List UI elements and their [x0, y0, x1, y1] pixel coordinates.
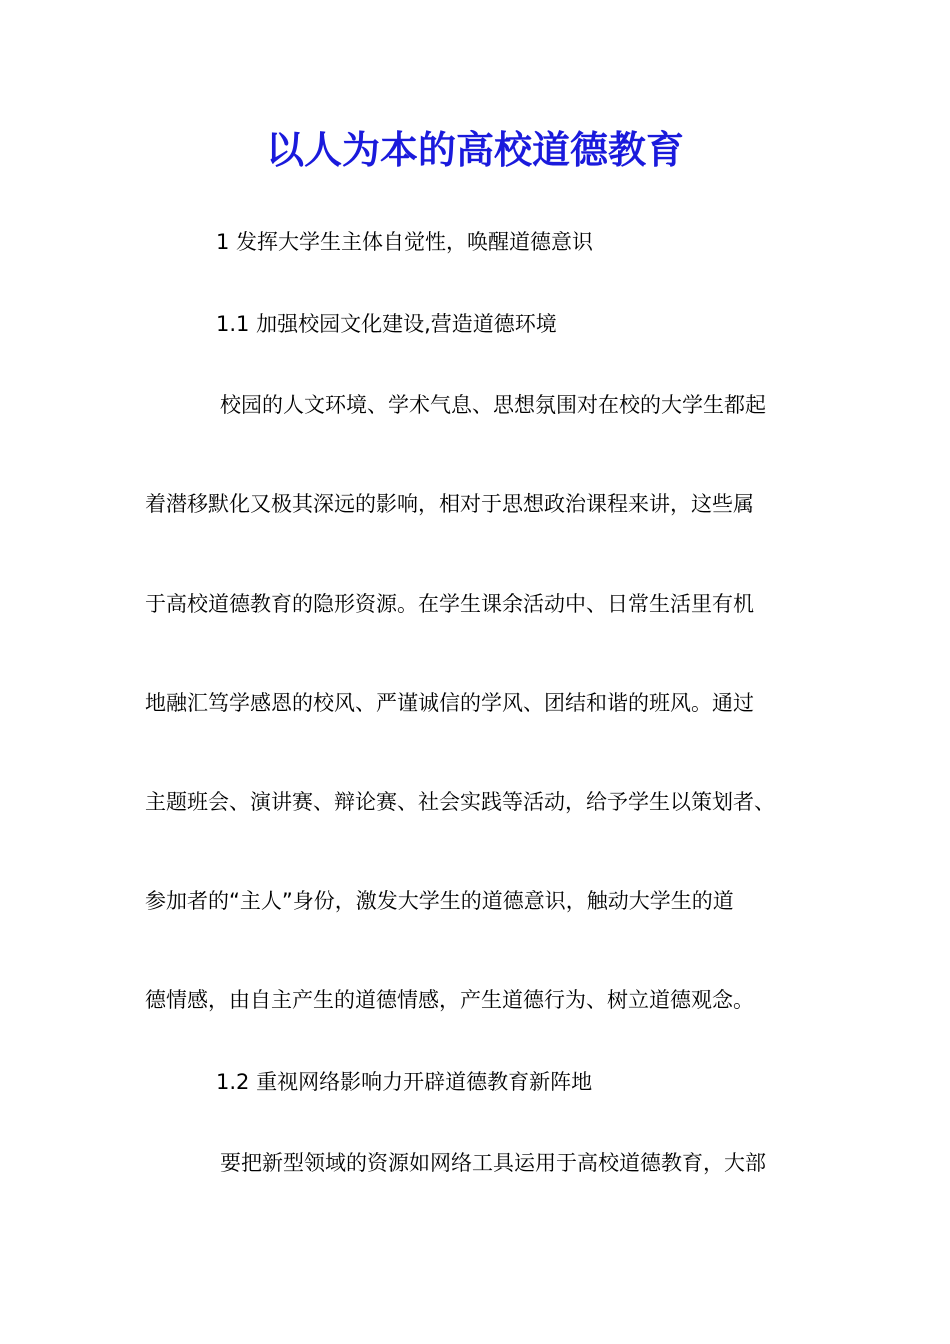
section-heading-1-2: 1.2 重视网络影响力开辟道德教育新阵地: [216, 1070, 593, 1094]
paragraph-line: 于高校道德教育的隐形资源。在学生课余活动中、日常生活里有机: [145, 592, 754, 616]
paragraph-line: 校园的人文环境、学术气息、思想氛围对在校的大学生都起: [220, 393, 766, 417]
paragraph-line: 地融汇笃学感恩的校风、严谨诚信的学风、团结和谐的班风。通过: [145, 691, 754, 715]
paragraph-line: 德情感，由自主产生的道德情感，产生道德行为、树立道德观念。: [145, 988, 754, 1012]
document-title: 以人为本的高校道德教育: [265, 127, 684, 172]
paragraph-line: 要把新型领域的资源如网络工具运用于高校道德教育，大部: [220, 1151, 766, 1175]
section-heading-1-1: 1.1 加强校园文化建设,营造道德环境: [216, 312, 557, 336]
paragraph-line: 着潜移默化又极其深远的影响，相对于思想政治课程来讲，这些属: [145, 492, 754, 516]
paragraph-line: 主题班会、演讲赛、辩论赛、社会实践等活动，给予学生以策划者、: [145, 790, 775, 814]
paragraph-line: 参加者的“主人”身份，激发大学生的道德意识，触动大学生的道: [145, 889, 734, 913]
section-heading-1: 1 发挥大学生主体自觉性，唤醒道德意识: [216, 230, 594, 254]
